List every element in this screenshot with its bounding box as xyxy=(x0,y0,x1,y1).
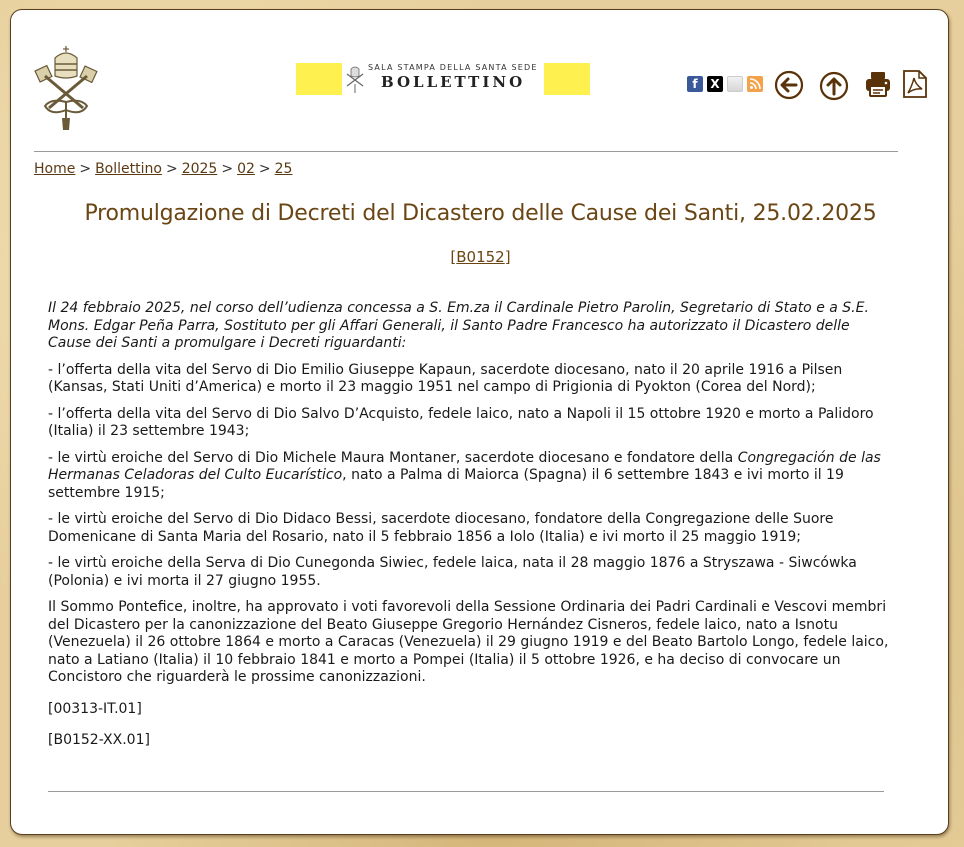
banner-title: BOLLETTINO xyxy=(381,73,526,91)
closing-paragraph: Il Sommo Pontefice, inoltre, ha approvato i voti favorevoli della Sessione Ordinaria dei Padri Cardinali e Vescovi membri del Dicastero per la canonizzazione del Beato Giuseppe Gregorio Hernández Cisneros, fedele laico, nato a Isnotu (Venezuela) il 26 ottobre 1864 e morto a Caracas (Venezuela) il 29 giugno 1919 e del Beato Bartolo Longo, fedele laico, nato a Latiano (Italia) il 10 febbraio 1841 e morto a Pompei (Italia) il 5 ottobre 1926, e ha deciso di convocare un Concistoro che riguarderà le prossime canonizzazioni. xyxy=(48,599,889,685)
decree-item: - l’offerta della vita del Servo di Dio Emilio Giuseppe Kapaun, sacerdote diocesano, nato il 20 aprile 1916 a Pilsen (Kansas, Stati Uniti d’America) e morto il 23 maggio 1951 nel campo di Prigionia di Pyokton (Corea del Nord); xyxy=(48,361,843,395)
facebook-glyph: f xyxy=(692,77,698,91)
decree-item xyxy=(48,450,894,503)
breadcrumb-separator: > xyxy=(221,161,234,177)
breadcrumb-separator: > xyxy=(79,161,92,177)
scroll-top-arrow-icon[interactable] xyxy=(819,71,849,105)
bracket-close: ] xyxy=(504,248,511,266)
share-icons xyxy=(687,76,763,92)
header-divider xyxy=(34,151,898,152)
pdf-icon[interactable] xyxy=(902,70,928,102)
email-icon[interactable] xyxy=(727,76,743,92)
bracket-open: [ xyxy=(450,248,457,266)
breadcrumb-month[interactable]: 02 xyxy=(237,161,255,177)
rss-icon[interactable] xyxy=(747,76,763,92)
decree-text: , nato a Palma di Maiorca (Spagna) il 6 settembre 1843 e ivi morto il 19 settembre 1915; xyxy=(48,467,844,501)
rss-glyph xyxy=(749,78,761,90)
decree-item: - l’offerta della vita del Servo di Dio Salvo D’Acquisto, fedele laico, nato a Napoli il 15 ottobre 1920 e morto a Palidoro (Italia) il 23 settembre 1943; xyxy=(48,405,874,439)
x-twitter-icon[interactable] xyxy=(707,76,723,92)
footer-divider xyxy=(48,791,884,792)
breadcrumb-home[interactable]: Home xyxy=(34,161,76,177)
page-container xyxy=(10,9,949,835)
decree-text: - le virtù eroiche del Servo di Dio Michele Maura Montaner, sacerdote diocesano e fondatore della xyxy=(48,449,738,466)
reference-code: [B0152-XX.01] xyxy=(48,732,150,748)
banner-coat-of-arms-icon xyxy=(344,64,366,94)
facebook-icon[interactable] xyxy=(687,76,703,92)
reference-code: [00313-IT.01] xyxy=(48,700,142,717)
congregation-name: Congregación de las Hermanas Celadoras del Culto Eucarístico xyxy=(48,449,881,483)
breadcrumb-bollettino[interactable]: Bollettino xyxy=(95,161,162,177)
banner-subtitle: SALA STAMPA DELLA SANTA SEDE xyxy=(368,63,538,72)
breadcrumb-day[interactable]: 25 xyxy=(274,161,293,177)
coat-of-arms-icon xyxy=(31,46,101,130)
bulletin-code xyxy=(11,248,950,266)
decree-item: - le virtù eroiche della Serva di Dio Cunegonda Siwiec, fedele laica, nata il 28 maggio 1876 a Stryszawa - Siwcówka (Polonia) e ivi morta il 27 giugno 1955. xyxy=(48,555,857,589)
bollettino-banner[interactable] xyxy=(296,62,598,95)
banner-accent-right xyxy=(544,63,590,95)
vatican-coat-of-arms-logo[interactable] xyxy=(31,46,101,130)
article-body xyxy=(48,300,894,759)
bulletin-code-link[interactable]: B0152 xyxy=(456,248,505,266)
intro-paragraph: Il 24 febbraio 2025, nel corso dell’udienza concessa a S. Em.za il Cardinale Pietro Parolin, Segretario di Stato e a S.E. Mons. Edgar Peña Parra, Sostituto per gli Affari Generali, il Santo Padre Francesco ha autorizzato il Dicastero delle Cause dei Santi a promulgare i Decreti riguardanti: xyxy=(48,300,869,351)
back-arrow-icon[interactable] xyxy=(774,70,804,104)
print-icon[interactable] xyxy=(864,70,892,102)
breadcrumb-separator: > xyxy=(165,161,178,177)
x-glyph: X xyxy=(710,77,720,91)
article-title: Promulgazione di Decreti del Dicastero delle Cause dei Santi, 25.02.2025 xyxy=(84,201,877,226)
breadcrumb-year[interactable]: 2025 xyxy=(181,161,218,177)
decree-item: - le virtù eroiche del Servo di Dio Didaco Bessi, sacerdote diocesano, fondatore della Congregazione delle Suore Domenicane di Santa Maria del Rosario, nato il 5 febbraio 1856 a Iolo (Italia) e ivi morto il 25 maggio 1919; xyxy=(48,511,834,545)
banner-accent-left xyxy=(296,63,342,95)
breadcrumb-separator: > xyxy=(258,161,271,177)
breadcrumb xyxy=(34,161,292,177)
